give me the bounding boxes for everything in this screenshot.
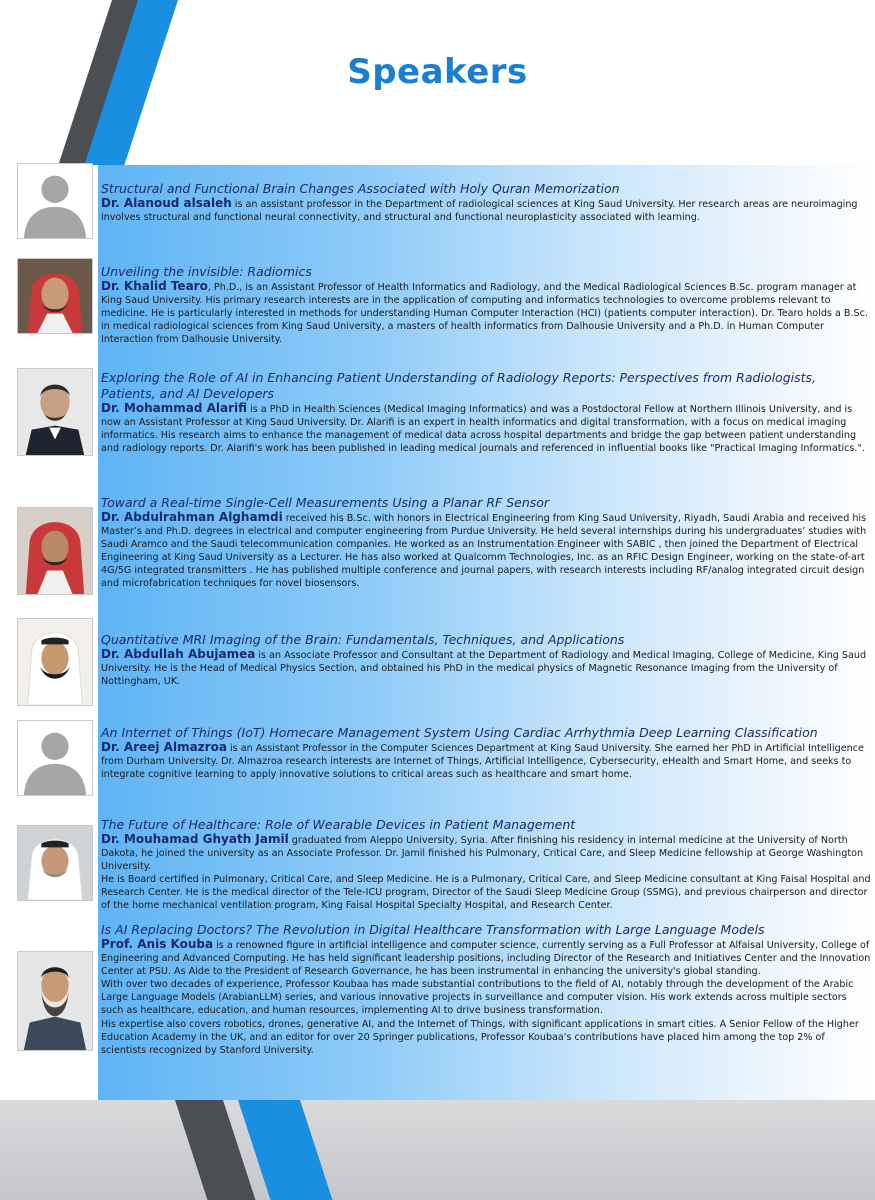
speaker-name: Dr. Abdulrahman Alghamdi: [101, 510, 283, 524]
speaker-bio: [101, 402, 871, 455]
bio-text: , Ph.D., is an Assistant Professor of Health Informatics and Radiology, and the Medical Radiological Sciences B.Sc. program manager at King Saud University. His primary research interests are in the application of computing and informatics technologies to overcome problems relevant to medicine. He is particularly interested in methods for understanding Human Computer Interaction (HCI) (patients computer interaction). Dr. Tearo holds a B.Sc. in medical radiological sciences from King Saud University, a masters of health informatics from Dalhousie University and a Ph.D. in Human Computer Interaction from Dalhousie University.: [101, 282, 868, 346]
speaker-bio: [101, 833, 871, 913]
talk-title: An Internet of Things (IoT) Homecare Management System Using Cardiac Arrhythmia Deep Learning Classification: [101, 725, 818, 740]
bio-text: His expertise also covers robotics, drones, generative AI, and the Internet of Things, with significant applications in smart cities. A Senior Fellow of the Higher Education Academy in the UK, and an editor for over 20 Springer publications, Professor Koubaa's contributions have placed him among the top 2% of scientists recognized by Stanford University.: [101, 1018, 859, 1056]
speaker-portrait: [17, 825, 93, 901]
talk-title: Is AI Replacing Doctors? The Revolution in Digital Healthcare Transformation with Large Language Models: [101, 922, 765, 937]
footer-background: [0, 1100, 875, 1200]
bio-text: received his B.Sc. with honors in Electrical Engineering from King Saud University, Riyadh, Saudi Arabia and received his Master’s and Ph.D. degrees in electrical and computer engineering from Purdue University. He held several internships during his undergraduates’ studies with Saudi Aramco and the Saudi telecommunication companies. He worked as an Instrumentation Engineer with SABIC , then joined the Department of Electrical Engineering at King Saud University as a Lecturer. He has also worked at Qualcomm Technologies, Inc. as an RFIC Design Engineer, working on the state-of-art 4G/5G integrated transmitters . He has published multiple conference and journal papers, with research interests including RF/analog integrated circuit design and microfabrication techniques for novel biosensors.: [101, 513, 867, 590]
speaker-name: Dr. Mouhamad Ghyath Jamil: [101, 832, 289, 846]
bio-text: is an assistant professor in the Department of radiological sciences at King Saud University. Her research areas are neuroimaging involves structural and functional neural connectivity, and structural and functional neuroplasticity associated with learning.: [101, 199, 858, 224]
talk-title: The Future of Healthcare: Role of Wearable Devices in Patient Management: [101, 817, 576, 832]
talk-title: Quantitative MRI Imaging of the Brain: Fundamentals, Techniques, and Applications: [101, 632, 625, 647]
speaker-name: Dr. Abdullah Abujamea: [101, 647, 256, 661]
speaker-portrait: [17, 368, 93, 456]
bio-text: graduated from Aleppo University, Syria. After finishing his residency in internal medicine at the University of North Dakota, he joined the university as an Associate Professor. Dr. Jamil finished his Pulmonary, Critical Care, and Sleep Medicine fellowship at George Washington University.: [101, 835, 864, 873]
speaker-bio: [101, 197, 871, 224]
bio-text: is an Assistant Professor in the Computer Sciences Department at King Saud University. She earned her PhD in Artificial Intelligence from Durham University. Dr. Almazroa research interests are Internet of Things, Artificial Intelligence, Cybersecurity, eHealth and Smart Home, and seeks to integrate cognitive learning to apply innovative solutions to critical areas such as healthcare and smart home.: [101, 743, 864, 781]
bio-text: He is Board certified in Pulmonary, Critical Care, and Sleep Medicine. He is a Pulmonary, Critical Care, and Sleep Medicine consultant at King Faisal Hospital and Research Center. He is the medical director of the Tele-ICU program, Director of the Saudi Sleep Medicine Group (SSMG), and previous chairperson and director of the home mechanical ventilation program, King Faisal Hospital Specialty Hospital, and Research Center.: [101, 874, 871, 912]
speaker-bio: [101, 280, 871, 346]
speaker-portrait: [17, 951, 93, 1051]
speaker-portrait: [17, 507, 93, 595]
speaker-name: Dr. Alanoud alsaleh: [101, 196, 232, 210]
bio-text: is a renowned figure in artificial intelligence and computer science, currently serving as a Full Professor at Alfaisal University, College of Engineering and Advanced Computing. He has held significant leadership positions, including Director of the Research and Initiatives Center and the Innovation Center at PSU. As Aide to the President of Research Governance, he has been instrumental in enhancing the university's global standing.: [101, 940, 871, 978]
silhouette-avatar-icon: [17, 720, 93, 796]
speaker-name: Dr. Areej Almazroa: [101, 740, 227, 754]
bio-text: With over two decades of experience, Professor Koubaa has made substantial contributions to the field of AI, notably through the development of the Arabic Large Language Models (ArabianLLM) series, and various innovative projects in surveillance and computer vision. His work extends across multiple sectors such as healthcare, education, and human resources, implementing AI to drive business transformation.: [101, 979, 854, 1017]
talk-title: Structural and Functional Brain Changes Associated with Holy Quran Memorization: [101, 181, 620, 196]
speaker-bio: [101, 741, 871, 781]
silhouette-avatar-icon: [17, 163, 93, 239]
speaker-name: Dr. Mohammad Alarifi: [101, 401, 248, 415]
talk-title: Exploring the Role of AI in Enhancing Patient Understanding of Radiology Reports: Perspectives from Radiologists, Patients, and AI Developers: [101, 370, 817, 401]
speaker-bio: [101, 511, 871, 591]
speaker-name: Prof. Anis Kouba: [101, 937, 214, 951]
speaker-name: Dr. Khalid Tearo: [101, 279, 208, 293]
bio-text: is an Associate Professor and Consultant at the Department of Radiology and Medical Imaging, College of Medicine, King Saud University. He is the Head of Medical Physics Section, and obtained his PhD in the medical physics of Magnetic Resonance Imaging from the University of Nottingham, UK.: [101, 650, 867, 688]
talk-title: Toward a Real-time Single-Cell Measurements Using a Planar RF Sensor: [101, 495, 550, 510]
speaker-bio: [101, 648, 871, 688]
speaker-portrait: [17, 618, 93, 706]
bio-text: is a PhD in Health Sciences (Medical Imaging Informatics) and was a Postdoctoral Fellow at Northern Illinois University, and is now an Assistant Professor at King Saud University. Dr. Alarifi is an expert in health informatics and digital transformation, with a focus on medical imaging informatics. His research aims to enhance the management of medical data across hospital departments and bridge the gap between patient understanding and radiology reports. Dr. Alarifi's work has been published in leading medical journals and referenced in influential books like "Practical Imaging Informatics.".: [101, 404, 865, 455]
talk-title: Unveiling the invisible: Radiomics: [101, 264, 312, 279]
page-title: Speakers: [347, 52, 528, 92]
speaker-bio: [101, 938, 871, 1057]
speaker-portrait: [17, 258, 93, 334]
